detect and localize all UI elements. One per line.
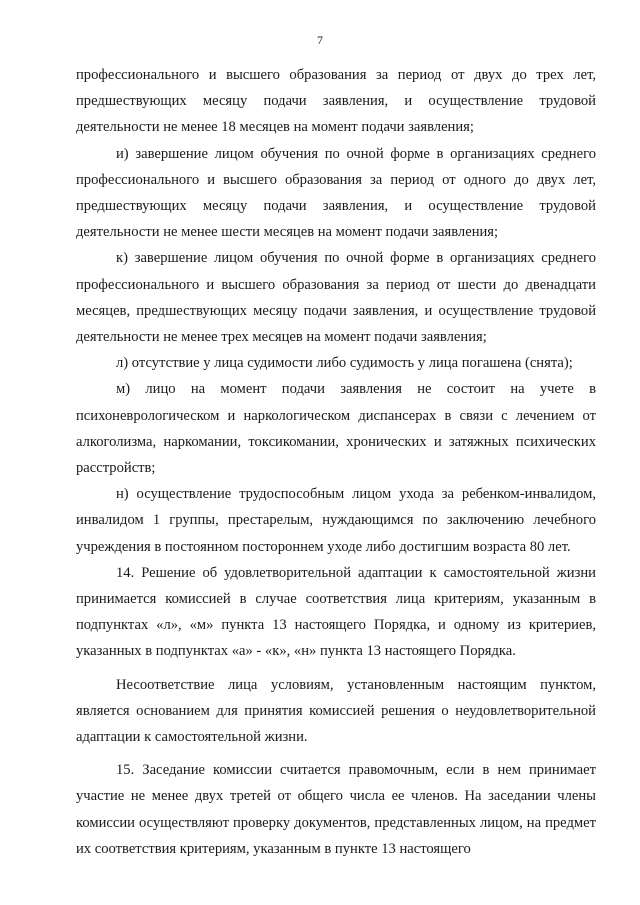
paragraph-item-n: н) осуществление трудоспособным лицом ухода за ребенком-инвалидом, инвалидом 1 группы, престарелым, нуждающимся по заключению лечебного учреждения в постоянном постороннем уходе либо достигшим возраста 80 лет.	[76, 486, 596, 555]
paragraph-clause-14-note: Несоответствие лица условиям, установленным настоящим пунктом, является основанием для принятия комиссией решения о неудовлетворительной адаптации к самостоятельной жизни.	[76, 676, 596, 746]
document-body	[76, 62, 596, 862]
page-number: 7	[317, 33, 323, 47]
paragraph-clause-14: 14. Решение об удовлетворительной адаптации к самостоятельной жизни принимается комиссией в случае соответствия лица критериям, указанным в подпунктах «л», «м» пункта 13 настоящего Порядка, и одному из критериев, указанных в подпунктах «а» - «к», «н» пункта 13 настоящего Порядка.	[76, 564, 596, 660]
paragraph-continuation: профессионального и высшего образования за период от двух до трех лет, предшествующих месяцу подачи заявления, и осуществление трудовой деятельности не менее 18 месяцев на момент подачи заявления;	[76, 67, 596, 136]
paragraph-item-i: и) завершение лицом обучения по очной форме в организациях среднего профессионального и высшего образования за период от одного до двух лет, предшествующих месяцу подачи заявления, и осуществление трудовой деятельности не менее шести месяцев на момент подачи заявления;	[76, 145, 596, 241]
paragraph-clause-15: 15. Заседание комиссии считается правомочным, если в нем принимает участие не менее двух третей от общего числа ее членов. На заседании члены комиссии осуществляют проверку документов, представленных лицом, на предмет их соответствия критериям, указанным в пункте 13 настоящего	[76, 762, 596, 857]
paragraph-item-l: л) отсутствие у лица судимости либо судимость у лица погашена (снята);	[116, 355, 573, 372]
paragraph-item-k: к) завершение лицом обучения по очной форме в организациях среднего профессионального и высшего образования за период от шести до двенадцати месяцев, предшествующих месяцу подачи заявления, и осуществление трудовой деятельности не менее трех месяцев на момент подачи заявления;	[76, 250, 596, 346]
paragraph-item-m: м) лицо на момент подачи заявления не состоит на учете в психоневрологическом и наркологическом диспансерах в связи с лечением от алкоголизма, наркомании, токсикомании, хронических и затяжных психических расстройств;	[76, 381, 596, 477]
